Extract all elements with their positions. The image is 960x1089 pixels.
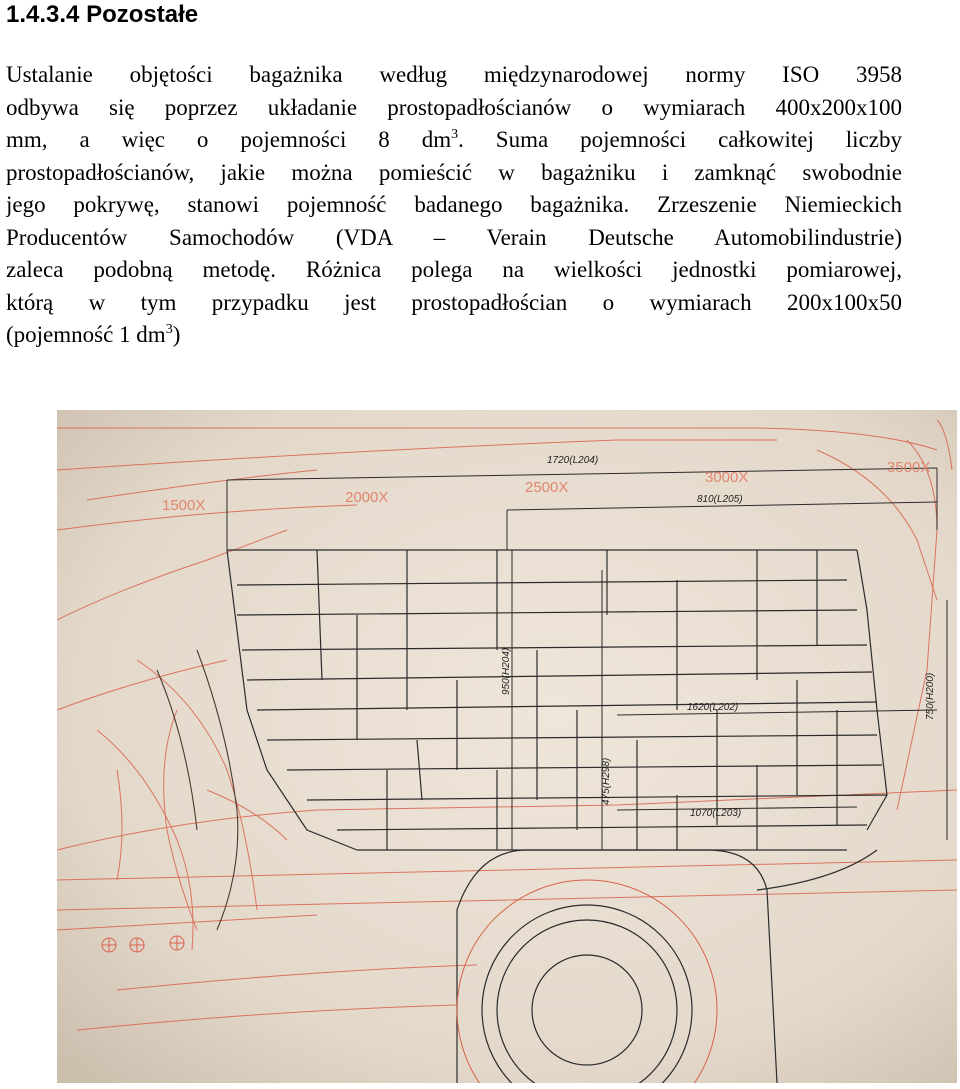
trunk-drawing-photo — [57, 410, 957, 1083]
grid-label-2000: 2000X — [345, 489, 389, 506]
section-heading — [6, 0, 198, 30]
section-number: 1.4.3.4 — [6, 1, 80, 28]
grid-label-3500: 3500X — [887, 459, 931, 476]
paragraph-line — [6, 319, 902, 352]
paragraph-line: którą w tym przypadku jest prostopadłościan o wymiarach 200x100x50 — [6, 289, 902, 315]
grid-label-2500: 2500X — [525, 479, 569, 496]
grid-label-3000: 3000X — [705, 469, 749, 486]
paragraph-line: Producentów Samochodów (VDA – Verain Deutsche Automobilindustrie) — [6, 224, 902, 250]
dim-label-bottom: 1070(L203) — [690, 808, 742, 819]
paragraph-line: jego pokrywę, stanowi pojemność badanego bagażnika. Zrzeszenie Niemieckich — [6, 192, 902, 217]
paragraph-line: Ustalanie objętości bagażnika według międzynarodowej normy ISO 3958 — [6, 62, 902, 87]
grid-label-1500: 1500X — [162, 497, 206, 514]
section-title: Pozostałe — [86, 1, 199, 28]
paragraph-line-part: mm, a więc o pojemności 8 dm — [6, 127, 452, 152]
paragraph-line: prostopadłościanów, jakie można pomieścić w bagażniku i zamknąć swobodnie — [6, 159, 902, 185]
dim-label-height-left: 950(H204) — [501, 647, 512, 695]
paragraph-line — [6, 124, 902, 157]
dim-label-right-top: 810(L205) — [697, 494, 743, 505]
paragraph-line-part: (pojemność 1 dm — [6, 322, 166, 347]
paragraph-line: zaleca podobną metodę. Różnica polega na wielkości jednostki pomiarowej, — [6, 257, 902, 282]
dim-label-height-low: 475(H298) — [601, 757, 612, 805]
dim-label-height-right: 750(H200) — [925, 672, 936, 720]
dim-label-mid: 1620(L202) — [687, 702, 739, 713]
paragraph-line-part: . Suma pojemności całkowitej liczby — [458, 127, 902, 152]
paragraph-line: odbywa się poprzez układanie prostopadłościanów o wymiarach 400x200x100 — [6, 94, 902, 120]
body-paragraph — [6, 59, 902, 352]
superscript: 3 — [165, 322, 173, 337]
paragraph-line-part: ) — [172, 322, 181, 347]
dim-label-top: 1720(L204) — [547, 455, 599, 466]
superscript: 3 — [451, 127, 459, 142]
